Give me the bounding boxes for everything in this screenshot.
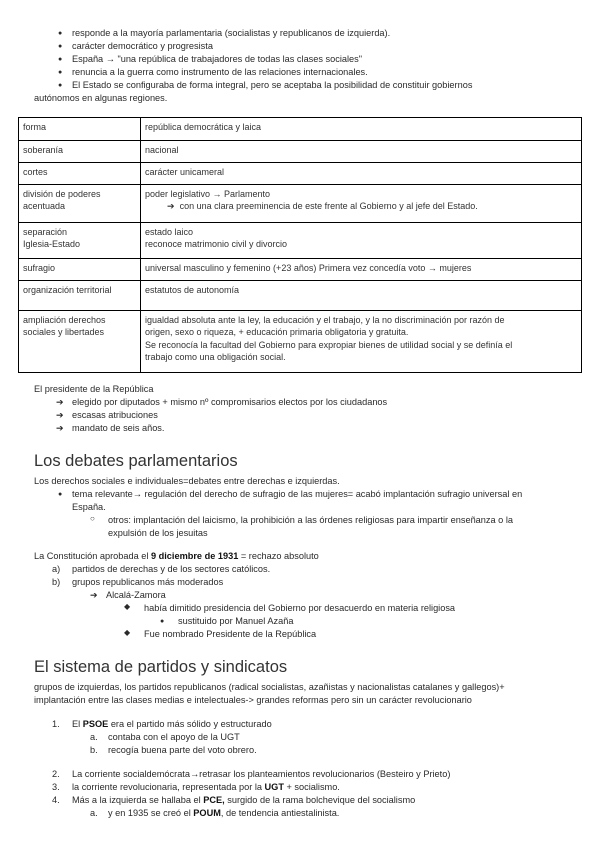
circle-bullet-icon: ○ bbox=[90, 514, 95, 523]
list-item: grupos republicanos más moderados bbox=[72, 577, 224, 587]
list-marker: a. bbox=[90, 732, 98, 742]
list-marker: 4. bbox=[52, 795, 60, 805]
intro-bullet: El Estado se configuraba de forma integral, pero se aceptaba la posibilidad de constituir gobiernos bbox=[72, 80, 473, 90]
list-marker: a. bbox=[90, 808, 98, 818]
alcala-item: había dimitido presidencia del Gobierno por desacuerdo en materia religiosa bbox=[144, 603, 456, 613]
table-row bbox=[19, 223, 582, 259]
alcala-label: Alcalá-Zamora bbox=[106, 590, 166, 600]
item-bold: UGT bbox=[264, 782, 284, 792]
table-key: organización territorial bbox=[19, 281, 141, 311]
item-bold: POUM bbox=[193, 808, 221, 818]
intro-bullet: carácter democrático y progresista bbox=[72, 41, 213, 51]
table-value bbox=[141, 223, 582, 259]
partidos-item bbox=[72, 794, 415, 806]
table-key: soberanía bbox=[19, 141, 141, 163]
table-key: sufragio bbox=[19, 259, 141, 281]
partidos-intro: grupos de izquierdas, los partidos republicanos (radical socialistas, azañistas y nacionalistas catalanes y gallegos)+ bbox=[34, 682, 505, 692]
intro-bullet-continuation: autónomos en algunas regiones. bbox=[34, 93, 168, 103]
list-marker: a) bbox=[52, 564, 61, 574]
table-row bbox=[19, 141, 582, 163]
table-value: nacional bbox=[141, 141, 582, 163]
president-item: mandato de seis años. bbox=[72, 423, 165, 433]
partidos-heading: El sistema de partidos y sindicatos bbox=[34, 658, 288, 676]
constitution-line bbox=[34, 550, 319, 562]
table-value-line: poder legislativo → Parlamento bbox=[145, 189, 271, 199]
table-value-line: igualdad absoluta ante la ley, la educación y el trabajo, y la no discriminación por razón de bbox=[145, 315, 505, 325]
arrow-right-icon: ➔ bbox=[56, 410, 64, 420]
debates-sub-bullet: otros: implantación del laicismo, la prohibición a las órdenes religiosas para impartir enseñanza o la bbox=[108, 515, 513, 525]
table-row bbox=[19, 118, 582, 141]
table-value bbox=[141, 311, 582, 373]
debates-bullet-continuation: España. bbox=[72, 502, 106, 512]
constitution-text: La Constitución aprobada el bbox=[34, 551, 151, 561]
intro-bullet: responde a la mayoría parlamentaria (socialistas y republicanos de izquierda). bbox=[72, 28, 391, 38]
table-key-line: ampliación derechos bbox=[23, 315, 106, 325]
bullet-icon: ● bbox=[58, 69, 63, 76]
table-value: estatutos de autonomía bbox=[141, 281, 582, 311]
table-value-subline bbox=[145, 200, 577, 212]
partidos-sub-item: recogía buena parte del voto obrero. bbox=[108, 745, 257, 755]
table-key-line: acentuada bbox=[23, 201, 66, 212]
constitution-text: = rechazo absoluto bbox=[238, 551, 319, 561]
debates-sub-bullet-continuation: expulsión de los jesuitas bbox=[108, 528, 208, 538]
bullet-icon: ● bbox=[160, 618, 165, 625]
table-value: carácter unicameral bbox=[141, 163, 582, 185]
table-value-line: origen, sexo o riqueza, + educación primaria obligatoria y gratuita. bbox=[145, 327, 409, 338]
table-value: universal masculino y femenino (+23 años) Primera vez concedía voto → mujeres bbox=[141, 259, 582, 281]
partidos-item bbox=[72, 781, 340, 793]
item-text: + socialismo. bbox=[283, 782, 340, 792]
constitution-date: 9 diciembre de 1931 bbox=[150, 551, 239, 561]
table-value-line: estado laico bbox=[145, 227, 194, 237]
bullet-icon: ● bbox=[58, 43, 63, 50]
alcala-item: sustituido por Manuel Azaña bbox=[178, 616, 294, 626]
item-text: la corriente revolucionaria, representada por la bbox=[72, 782, 265, 792]
item-bold: PSOE bbox=[82, 719, 109, 729]
table-row bbox=[19, 311, 582, 373]
partidos-item: La corriente socialdemócrata→retrasar los planteamientos revolucionarios (Besteiro y Prieto) bbox=[72, 769, 451, 779]
table-value-line: Se reconocía la facultad del Gobierno para expropiar bienes de utilidad social y se definía el bbox=[145, 339, 513, 350]
table-key-line: Iglesia-Estado bbox=[23, 239, 81, 250]
bullet-icon: ● bbox=[58, 30, 63, 37]
table-key-line: separación bbox=[23, 227, 68, 237]
arrow-right-icon: ➔ bbox=[90, 590, 98, 600]
table-key: cortes bbox=[19, 163, 141, 185]
constitution-table bbox=[18, 117, 582, 373]
table-row bbox=[19, 259, 582, 281]
intro-bullet: renuncia a la guerra como instrumento de las relaciones internacionales. bbox=[72, 67, 368, 77]
debates-intro: Los derechos sociales e individuales=debates entre derechas e izquierdas. bbox=[34, 476, 340, 486]
president-title: El presidente de la República bbox=[34, 384, 154, 394]
president-item: elegido por diputados + mismo nº compromisarios electos por los ciudadanos bbox=[72, 397, 388, 407]
arrow-right-icon: ➔ bbox=[167, 201, 175, 212]
table-value: república democrática y laica bbox=[141, 118, 582, 141]
diamond-bullet-icon: ◆ bbox=[124, 628, 131, 637]
table-key-line: división de poderes bbox=[23, 189, 101, 199]
table-key: forma bbox=[19, 118, 141, 141]
partidos-item bbox=[72, 718, 272, 730]
debates-heading: Los debates parlamentarios bbox=[34, 452, 238, 470]
item-text: Más a la izquierda se hallaba el bbox=[72, 795, 204, 805]
item-text: surgido de la rama bolchevique del socialismo bbox=[224, 795, 416, 805]
table-row bbox=[19, 163, 582, 185]
bullet-icon: ● bbox=[58, 56, 63, 63]
partidos-sub-item bbox=[108, 807, 339, 819]
list-marker: b. bbox=[90, 745, 98, 755]
list-marker: 2. bbox=[52, 769, 60, 779]
partidos-intro: implantación entre las clases medias e intelectuales-> grandes reformas pero sin un carácter revolucionario bbox=[34, 695, 472, 705]
alcala-item: Fue nombrado Presidente de la República bbox=[144, 629, 317, 639]
table-value-line: reconoce matrimonio civil y divorcio bbox=[145, 239, 288, 250]
table-value-line: con una clara preeminencia de este frente al Gobierno y al jefe del Estado. bbox=[179, 201, 478, 212]
item-bold: PCE, bbox=[203, 795, 225, 805]
arrow-right-icon: ➔ bbox=[56, 423, 64, 433]
arrow-right-icon: ➔ bbox=[56, 397, 64, 407]
list-marker: b) bbox=[52, 577, 61, 587]
intro-bullet: España → "una república de trabajadores de todas las clases sociales" bbox=[72, 54, 362, 64]
table-key bbox=[19, 223, 141, 259]
partidos-sub-item: contaba con el apoyo de la UGT bbox=[108, 732, 240, 742]
president-item: escasas atribuciones bbox=[72, 410, 158, 420]
table-key bbox=[19, 311, 141, 373]
list-marker: 1. bbox=[52, 719, 60, 729]
table-row bbox=[19, 281, 582, 311]
debates-bullet: tema relevante→ regulación del derecho de sufragio de las mujeres= acabó implantación sufragio universal en bbox=[72, 489, 523, 499]
table-key bbox=[19, 185, 141, 223]
table-row bbox=[19, 185, 582, 223]
list-marker: 3. bbox=[52, 782, 60, 792]
list-item: partidos de derechas y de los sectores católicos. bbox=[72, 564, 271, 574]
bullet-icon: ● bbox=[58, 491, 63, 498]
diamond-bullet-icon: ◆ bbox=[124, 602, 131, 611]
item-text: El bbox=[72, 719, 83, 729]
table-key-line: sociales y libertades bbox=[23, 327, 105, 338]
item-text: , de tendencia antiestalinista. bbox=[220, 808, 340, 818]
bullet-icon: ● bbox=[58, 82, 63, 89]
item-text: era el partido más sólido y estructurado bbox=[108, 719, 272, 729]
table-value-line: trabajo como una obligación social. bbox=[145, 352, 286, 363]
table-value bbox=[141, 185, 582, 223]
item-text: y en 1935 se creó el bbox=[108, 808, 194, 818]
